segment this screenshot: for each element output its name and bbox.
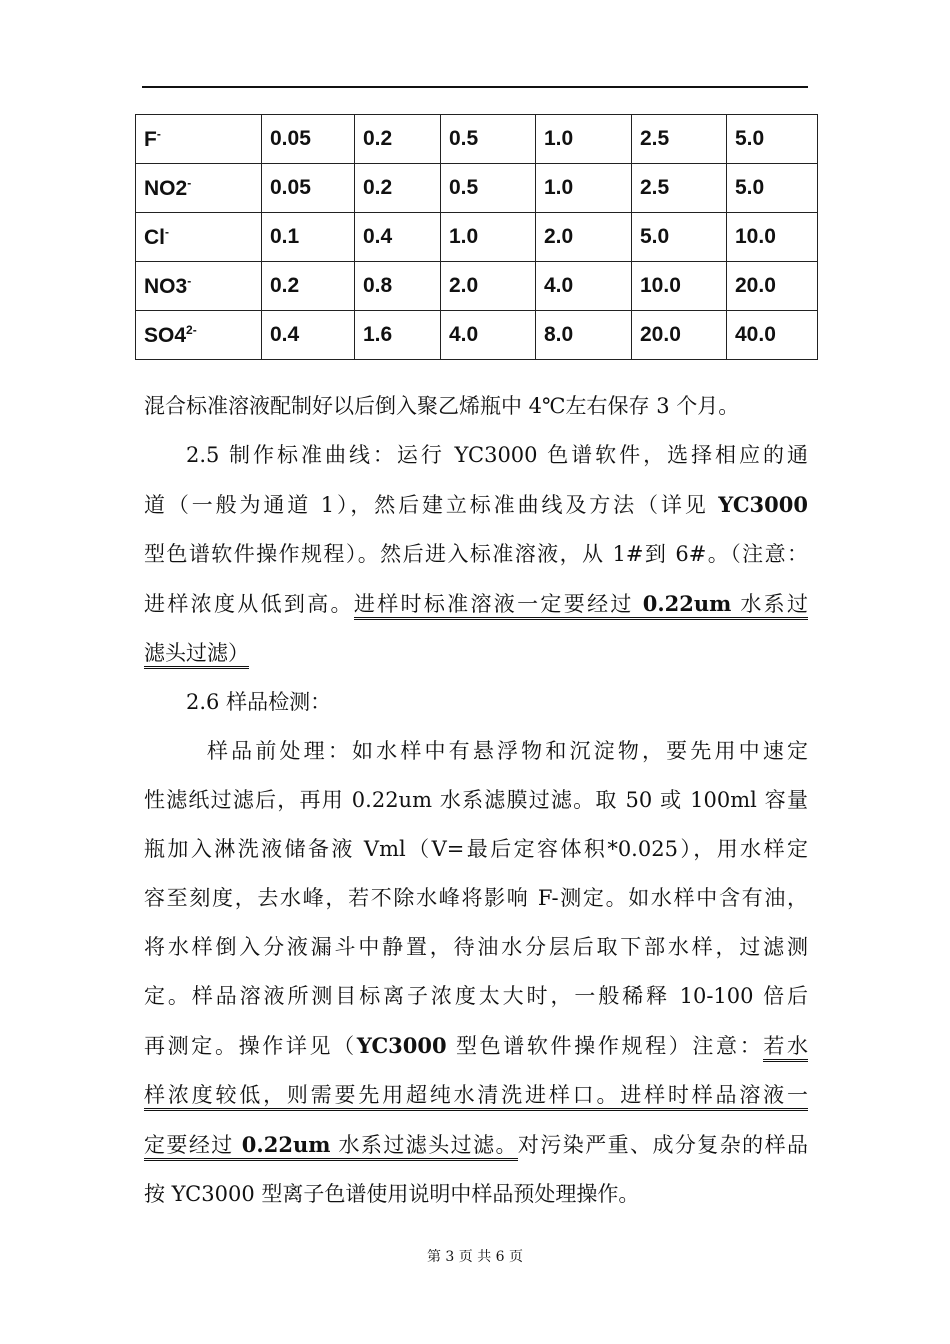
standard-concentration-table xyxy=(135,114,818,360)
value-cell: 2.0 xyxy=(441,262,536,311)
value-cell: 2.5 xyxy=(632,164,727,213)
section-2-5-line-2: 道（一般为通道 1），然后建立标准曲线及方法（详见 YC3000 xyxy=(144,492,808,517)
section-2-6-line-10: 按 YC3000 型离子色谱使用说明中样品预处理操作。 xyxy=(144,1182,640,1206)
table-row xyxy=(136,262,818,311)
section-2-6-line-2: 性滤纸过滤后，再用 0.22um 水系滤膜过滤。取 50 或 100ml 容量 xyxy=(144,788,808,812)
value-cell: 5.0 xyxy=(727,164,818,213)
section-2-6-line-4: 容至刻度，去水峰，若不除水峰将影响 F-测定。如水样中含有油， xyxy=(144,886,808,910)
value-cell: 1.0 xyxy=(536,164,632,213)
ion-cell: NO2- xyxy=(136,164,262,213)
section-2-5-line-4: 进样浓度从低到高。进样时标准溶液一定要经过 0.22um 水系过 xyxy=(144,579,808,629)
section-2-6-title: 2.6 样品检测： xyxy=(186,690,332,714)
value-cell: 10.0 xyxy=(727,213,818,262)
section-2-6-line-7: 再测定。操作详见（YC3000 型色谱软件操作规程）注意：若水 xyxy=(144,1021,808,1071)
ion-cell: NO3- xyxy=(136,262,262,311)
value-cell: 5.0 xyxy=(632,213,727,262)
section-2-5-line-3: 型色谱软件操作规程）。然后进入标准溶液，从 1#到 6#。（注意： xyxy=(144,542,808,566)
value-cell: 0.5 xyxy=(441,115,536,164)
value-cell: 0.8 xyxy=(355,262,441,311)
ion-cell: Cl- xyxy=(136,213,262,262)
ion-cell: F- xyxy=(136,115,262,164)
value-cell: 4.0 xyxy=(536,262,632,311)
page-footer: 第 3 页 共 6 页 xyxy=(426,1249,524,1265)
value-cell: 10.0 xyxy=(632,262,727,311)
value-cell: 5.0 xyxy=(727,115,818,164)
section-2-6-line-3: 瓶加入淋洗液储备液 Vml（V=最后定容体积*0.025），用水样定 xyxy=(144,837,808,861)
section-2-6-line-1: 样品前处理：如水样中有悬浮物和沉淀物，要先用中速定 xyxy=(207,739,808,763)
section-2-5-line-5: 滤头过滤） xyxy=(144,629,808,678)
table-row xyxy=(136,115,818,164)
value-cell: 0.5 xyxy=(441,164,536,213)
value-cell: 2.0 xyxy=(536,213,632,262)
section-2-6-line-9: 定要经过 0.22um 水系过滤头过滤。对污染严重、成分复杂的样品 xyxy=(144,1120,808,1170)
value-cell: 0.2 xyxy=(355,164,441,213)
filter-note-underlined: 进样时标准溶液一定要经过 0.22um 水系过 xyxy=(354,592,808,620)
value-cell: 20.0 xyxy=(727,262,818,311)
header-rule xyxy=(142,86,808,88)
section-2-6-line-8: 样浓度较低，则需要先用超纯水清洗进样口。进样时样品溶液一 xyxy=(144,1071,808,1120)
storage-line: 混合标准溶液配制好以后倒入聚乙烯瓶中 4℃左右保存 3 个月。 xyxy=(144,394,740,418)
value-cell: 20.0 xyxy=(632,311,727,360)
value-cell: 40.0 xyxy=(727,311,818,360)
table-row xyxy=(136,213,818,262)
ion-cell: $SO4^{2-}$ xyxy=(136,311,262,360)
value-cell: 1.6 xyxy=(355,311,441,360)
value-cell: 0.2 xyxy=(355,115,441,164)
value-cell: 0.4 xyxy=(355,213,441,262)
value-cell: 8.0 xyxy=(536,311,632,360)
value-cell: 2.5 xyxy=(632,115,727,164)
value-cell: 1.0 xyxy=(536,115,632,164)
value-cell: 1.0 xyxy=(441,213,536,262)
value-cell: 0.4 xyxy=(262,311,355,360)
value-cell: 0.2 xyxy=(262,262,355,311)
value-cell: 0.05 xyxy=(262,164,355,213)
value-cell: 0.1 xyxy=(262,213,355,262)
table-row xyxy=(136,164,818,213)
value-cell: 4.0 xyxy=(441,311,536,360)
table-row xyxy=(136,311,818,360)
section-2-6-line-6: 定。样品溶液所测目标离子浓度太大时，一般稀释 10-100 倍后 xyxy=(144,984,808,1008)
value-cell: 0.05 xyxy=(262,115,355,164)
section-2-5-line-1: 2.5 制作标准曲线：运行 YC3000 色谱软件，选择相应的通 xyxy=(186,443,808,467)
body-text xyxy=(144,382,808,1219)
section-2-6-line-5: 将水样倒入分液漏斗中静置，待油水分层后取下部水样，过滤测 xyxy=(144,935,808,959)
